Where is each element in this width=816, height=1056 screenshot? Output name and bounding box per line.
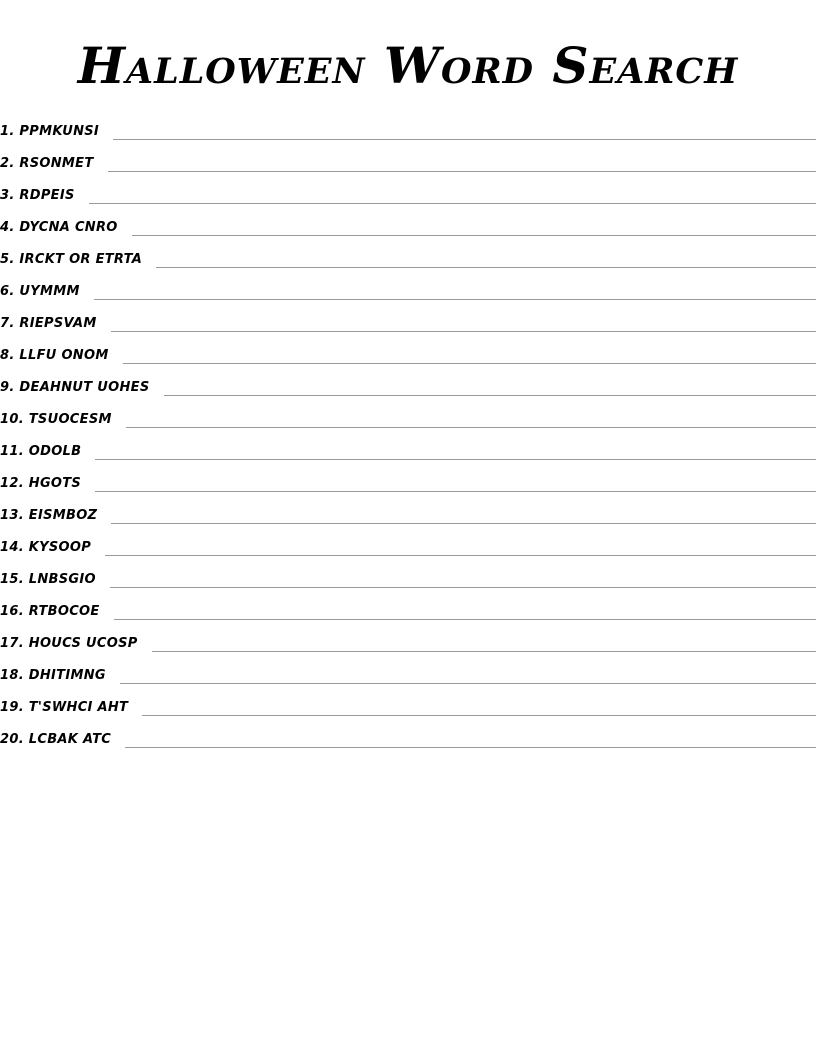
clue-number: 11.	[0, 444, 24, 459]
clue-row	[0, 366, 816, 398]
clue-number: 20.	[0, 732, 24, 747]
answer-line[interactable]	[125, 746, 816, 748]
clue-text	[0, 668, 106, 684]
answer-line[interactable]	[95, 490, 816, 492]
clue-number: 1.	[0, 124, 15, 139]
answer-line[interactable]	[108, 170, 816, 172]
clue-text	[0, 188, 75, 204]
clue-list	[0, 110, 816, 750]
scrambled-word: RIEPSVAM	[19, 316, 97, 331]
clue-row	[0, 174, 816, 206]
answer-line[interactable]	[111, 330, 816, 332]
clue-text	[0, 572, 96, 588]
clue-row	[0, 558, 816, 590]
answer-line[interactable]	[110, 586, 816, 588]
scrambled-word: DHITIMNG	[28, 668, 106, 683]
clue-text	[0, 476, 81, 492]
answer-line[interactable]	[164, 394, 816, 396]
clue-number: 2.	[0, 156, 15, 171]
scrambled-word: T'SWHCI AHT	[28, 700, 129, 715]
clue-text	[0, 412, 112, 428]
answer-line[interactable]	[156, 266, 816, 268]
clue-row	[0, 462, 816, 494]
clue-row	[0, 654, 816, 686]
clue-number: 8.	[0, 348, 15, 363]
answer-line[interactable]	[152, 650, 816, 652]
page-title: Halloween Word Search	[77, 36, 739, 95]
clue-row	[0, 270, 816, 302]
scrambled-word: LLFU ONOM	[19, 348, 109, 363]
answer-line[interactable]	[142, 714, 816, 716]
clue-number: 16.	[0, 604, 24, 619]
clue-text	[0, 444, 81, 460]
clue-row	[0, 142, 816, 174]
answer-line[interactable]	[132, 234, 816, 236]
clue-number: 18.	[0, 668, 24, 683]
clue-number: 3.	[0, 188, 15, 203]
clue-text	[0, 604, 100, 620]
clue-text	[0, 508, 97, 524]
scrambled-word: TSUOCESM	[28, 412, 112, 427]
clue-text	[0, 380, 150, 396]
clue-text	[0, 156, 94, 172]
answer-line[interactable]	[123, 362, 816, 364]
clue-row	[0, 590, 816, 622]
answer-line[interactable]	[113, 138, 816, 140]
clue-number: 13.	[0, 508, 24, 523]
clue-text	[0, 540, 91, 556]
answer-line[interactable]	[120, 682, 816, 684]
scrambled-word: DYCNA CNRO	[19, 220, 118, 235]
scrambled-word: RSONMET	[19, 156, 94, 171]
scrambled-word: LNBSGIO	[28, 572, 96, 587]
clue-row	[0, 398, 816, 430]
scrambled-word: EISMBOZ	[28, 508, 98, 523]
answer-line[interactable]	[105, 554, 816, 556]
clue-number: 14.	[0, 540, 24, 555]
clue-text	[0, 124, 99, 140]
clue-row	[0, 622, 816, 654]
clue-text	[0, 348, 109, 364]
clue-row	[0, 718, 816, 750]
answer-line[interactable]	[89, 202, 816, 204]
clue-row	[0, 206, 816, 238]
clue-number: 4.	[0, 220, 15, 235]
clue-number: 6.	[0, 284, 15, 299]
scrambled-word: HGOTS	[28, 476, 82, 491]
answer-line[interactable]	[111, 522, 816, 524]
clue-number: 5.	[0, 252, 15, 267]
scrambled-word: IRCKT OR ETRTA	[19, 252, 143, 267]
scrambled-word: HOUCS UCOSP	[28, 636, 138, 651]
scrambled-word: UYMMM	[19, 284, 80, 299]
clue-number: 17.	[0, 636, 24, 651]
scrambled-word: ODOLB	[28, 444, 82, 459]
clue-row	[0, 494, 816, 526]
clue-text	[0, 636, 138, 652]
clue-number: 10.	[0, 412, 24, 427]
clue-text	[0, 316, 97, 332]
scrambled-word: KYSOOP	[28, 540, 92, 555]
answer-line[interactable]	[114, 618, 816, 620]
answer-line[interactable]	[126, 426, 816, 428]
scrambled-word: DEAHNUT UOHES	[19, 380, 150, 395]
clue-text	[0, 252, 142, 268]
clue-number: 12.	[0, 476, 24, 491]
clue-row	[0, 526, 816, 558]
clue-row	[0, 302, 816, 334]
clue-text	[0, 700, 128, 716]
clue-number: 9.	[0, 380, 15, 395]
clue-text	[0, 220, 118, 236]
clue-row	[0, 110, 816, 142]
scrambled-word: RDPEIS	[19, 188, 75, 203]
clue-number: 7.	[0, 316, 15, 331]
clue-row	[0, 334, 816, 366]
clue-row	[0, 430, 816, 462]
clue-number: 15.	[0, 572, 24, 587]
clue-text	[0, 732, 111, 748]
scrambled-word: LCBAK ATC	[28, 732, 112, 747]
clue-number: 19.	[0, 700, 24, 715]
scrambled-word: PPMKUNSI	[19, 124, 100, 139]
clue-text	[0, 284, 80, 300]
clue-row	[0, 686, 816, 718]
scrambled-word: RTBOCOE	[28, 604, 100, 619]
answer-line[interactable]	[95, 458, 816, 460]
answer-line[interactable]	[94, 298, 816, 300]
clue-row	[0, 238, 816, 270]
